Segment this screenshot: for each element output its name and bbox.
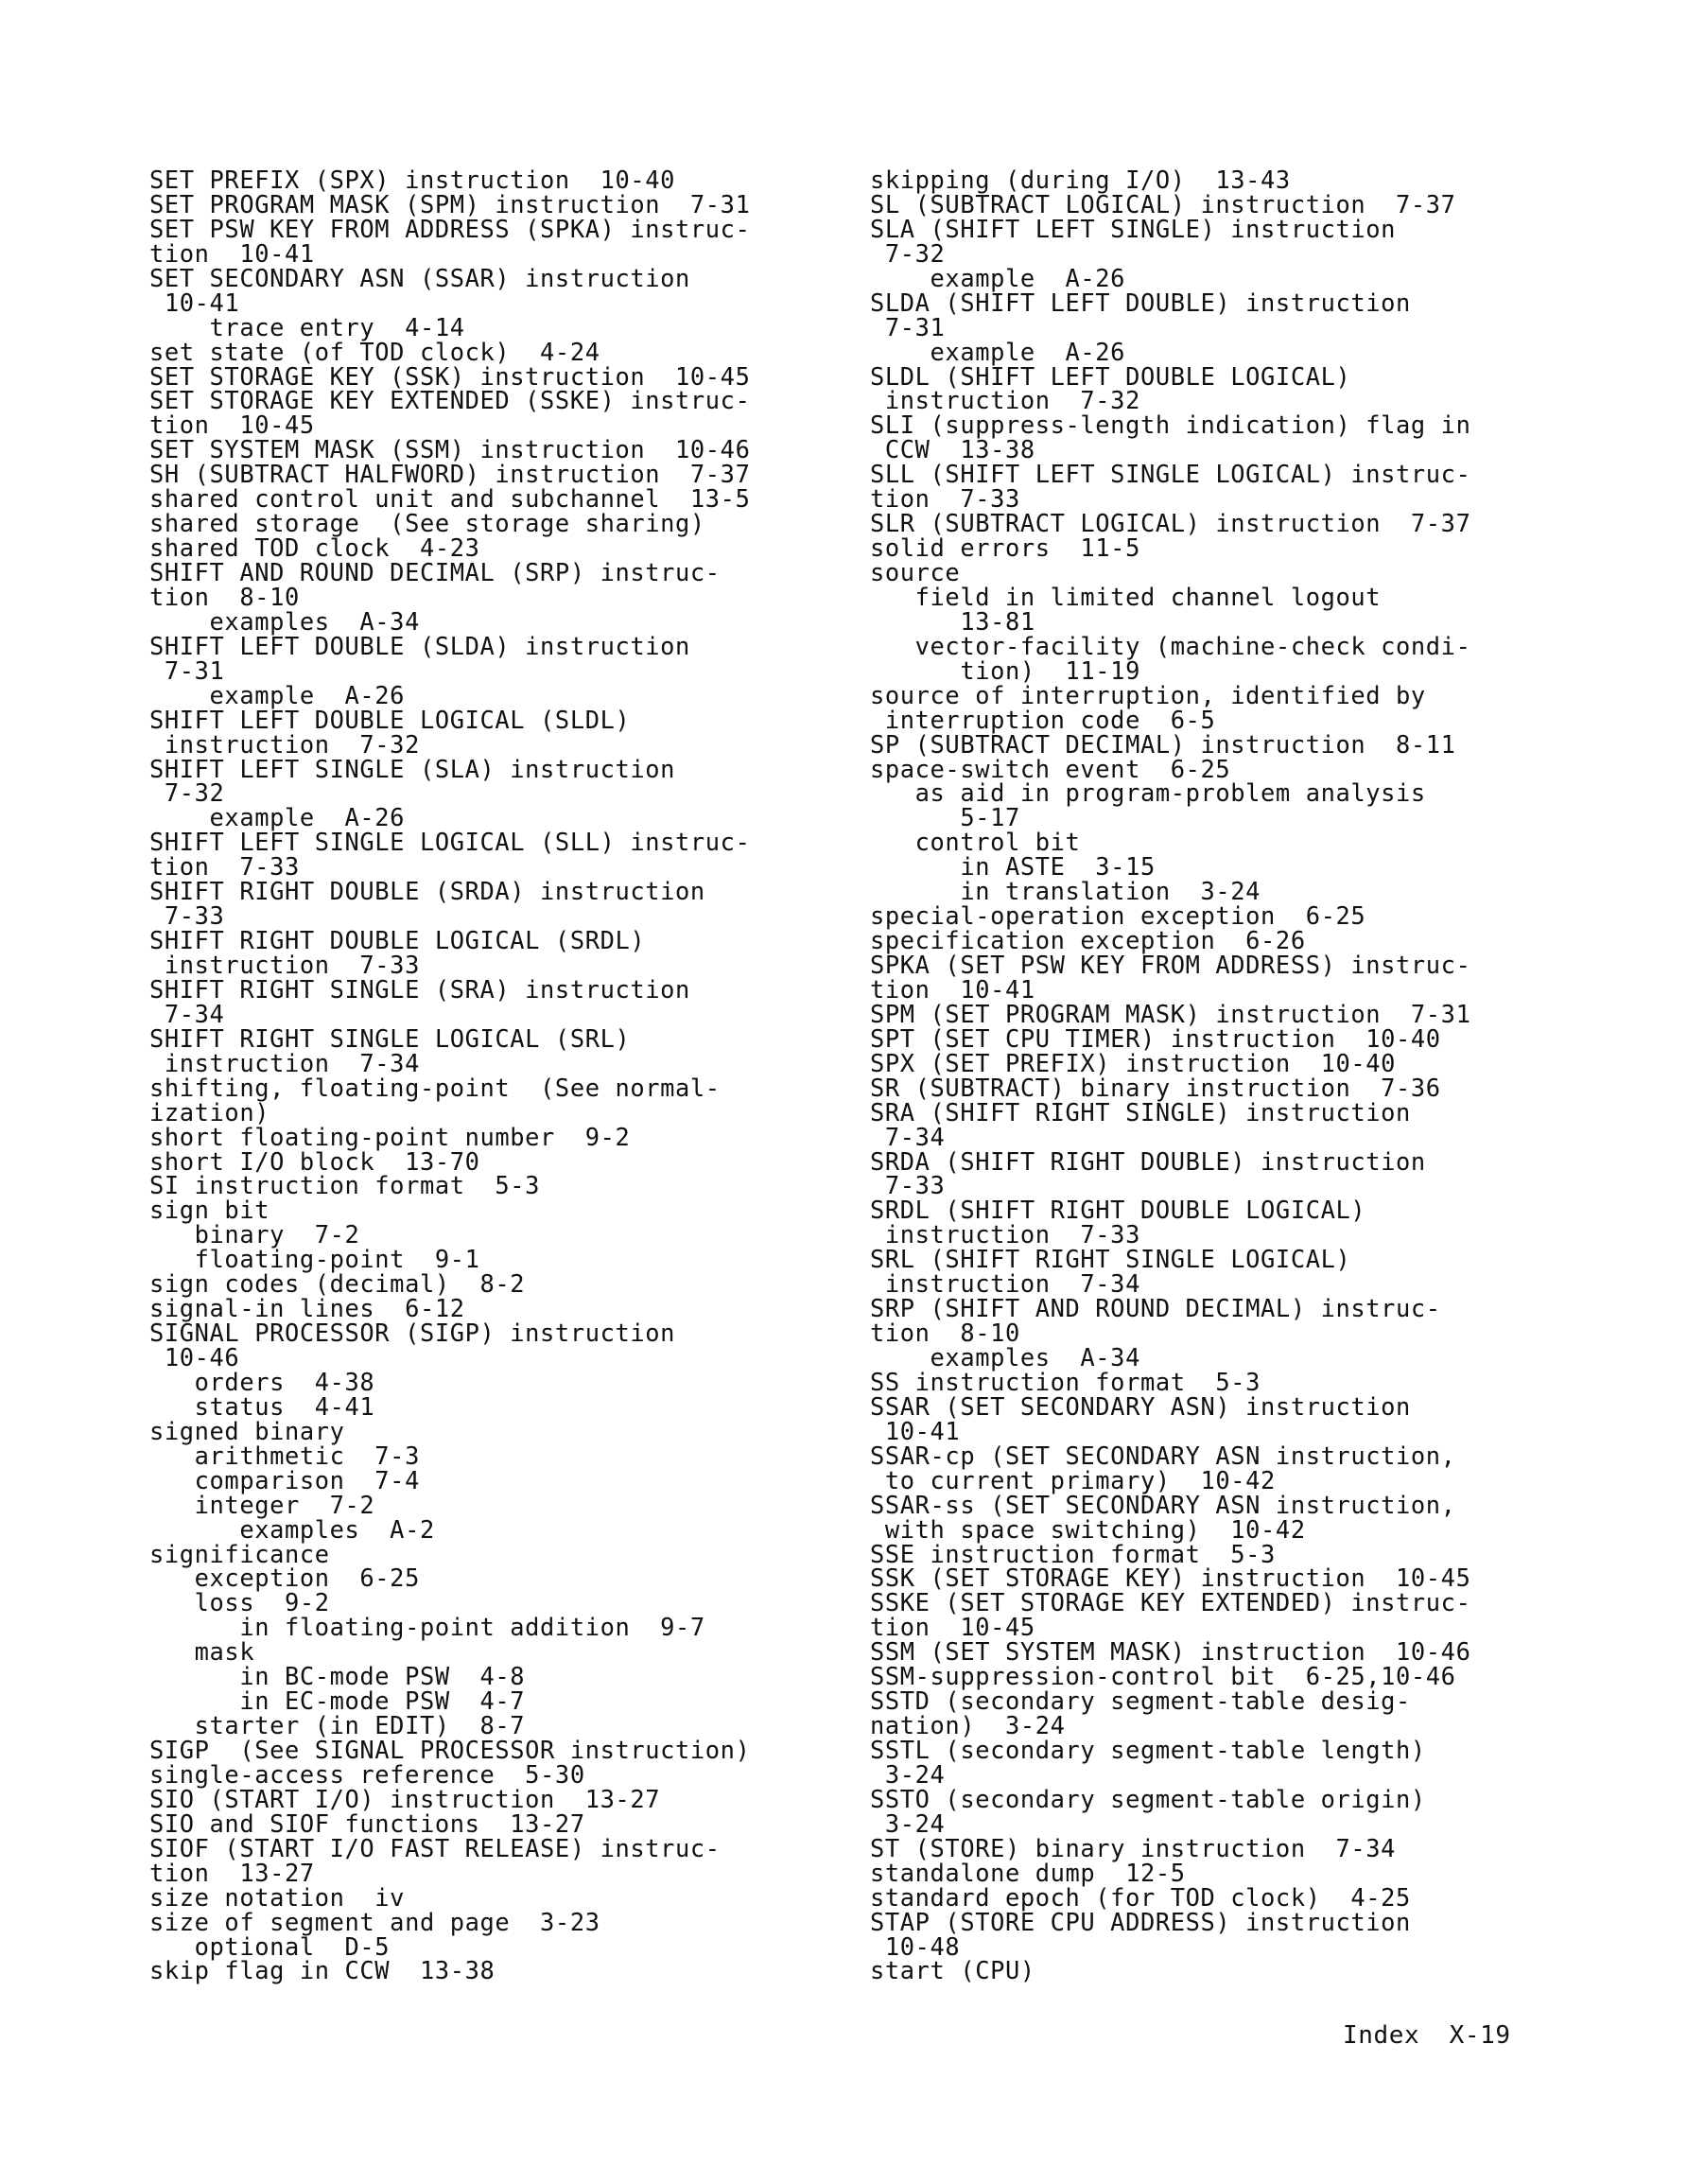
index-entry: SET PROGRAM MASK (SPM) instruction 7-31 xyxy=(149,189,751,218)
index-entry: specification exception 6-26 xyxy=(870,926,1306,955)
index-entry: SH (SUBTRACT HALFWORD) instruction 7-37 xyxy=(149,460,751,489)
index-entry: example A-26 xyxy=(870,263,1126,292)
index-entry: solid errors 11-5 xyxy=(870,533,1140,563)
index-entry: orders 4-38 xyxy=(149,1367,375,1396)
index-entry: SIGNAL PROCESSOR (SIGP) instruction xyxy=(149,1319,676,1348)
index-column-right xyxy=(870,168,1551,1983)
index-entry: skipping (during I/O) 13-43 xyxy=(870,166,1291,194)
index-entry: example A-26 xyxy=(870,337,1126,366)
index-entry: comparison 7-4 xyxy=(149,1465,420,1494)
index-entry: SSTO (secondary segment-table origin) xyxy=(870,1784,1426,1813)
index-entry: SPKA (SET PSW KEY FROM ADDRESS) instruc- xyxy=(870,951,1471,979)
index-entry: tion 10-45 xyxy=(870,1613,1035,1642)
index-entry: SHIFT RIGHT SINGLE (SRA) instruction xyxy=(149,974,690,1004)
index-entry: SS instruction format 5-3 xyxy=(870,1367,1261,1396)
index-entry: in translation 3-24 xyxy=(870,877,1261,906)
index-entry: SHIFT AND ROUND DECIMAL (SRP) instruc- xyxy=(149,558,721,586)
index-entry: mask xyxy=(149,1637,255,1667)
index-entry: shared storage (See storage sharing) xyxy=(149,509,705,538)
index-entry: in EC-mode PSW 4-7 xyxy=(149,1686,526,1716)
index-entry: 7-31 xyxy=(870,312,946,341)
index-entry: SI instruction format 5-3 xyxy=(149,1171,541,1200)
index-entry: SPT (SET CPU TIMER) instruction 10-40 xyxy=(870,1023,1441,1053)
index-entry: CCW 13-38 xyxy=(870,435,1035,464)
index-entry: SHIFT LEFT SINGLE LOGICAL (SLL) instruc- xyxy=(149,828,751,857)
index-entry: SLDL (SHIFT LEFT DOUBLE LOGICAL) xyxy=(870,361,1351,391)
index-entry: SSAR-cp (SET SECONDARY ASN instruction, xyxy=(870,1441,1456,1470)
index-entry: example A-26 xyxy=(149,680,406,709)
index-entry: instruction 7-33 xyxy=(149,951,420,979)
index-entry: optional D-5 xyxy=(149,1931,391,1961)
index-entry: size of segment and page 3-23 xyxy=(149,1907,600,1936)
index-entry: SL (SUBTRACT LOGICAL) instruction 7-37 xyxy=(870,189,1456,218)
index-entry: SRL (SHIFT RIGHT SINGLE LOGICAL) xyxy=(870,1245,1351,1274)
index-entry: 7-33 xyxy=(149,901,225,931)
index-entry: SPM (SET PROGRAM MASK) instruction 7-31 xyxy=(870,999,1471,1028)
index-entry: control bit xyxy=(870,828,1081,857)
index-entry: SR (SUBTRACT) binary instruction 7-36 xyxy=(870,1073,1441,1102)
index-entry: SSAR-ss (SET SECONDARY ASN instruction, xyxy=(870,1490,1456,1519)
index-entry: signed binary xyxy=(149,1416,345,1445)
index-entry: SLL (SHIFT LEFT SINGLE LOGICAL) instruc- xyxy=(870,460,1471,489)
index-entry: SSK (SET STORAGE KEY) instruction 10-45 xyxy=(870,1564,1471,1593)
index-entry: 7-32 xyxy=(870,238,946,268)
index-entry: SIO and SIOF functions 13-27 xyxy=(149,1808,585,1838)
index-entry: 10-41 xyxy=(870,1416,961,1445)
index-entry: instruction 7-32 xyxy=(870,386,1140,415)
index-entry: SLDA (SHIFT LEFT DOUBLE) instruction xyxy=(870,288,1411,317)
index-entry: standalone dump 12-5 xyxy=(870,1858,1186,1887)
index-entry: SHIFT LEFT SINGLE (SLA) instruction xyxy=(149,754,676,783)
index-entry: exception 6-25 xyxy=(149,1564,420,1593)
index-entry: trace entry 4-14 xyxy=(149,312,465,341)
index-entry: SET SYSTEM MASK (SSM) instruction 10-46 xyxy=(149,435,751,464)
index-entry: 10-41 xyxy=(149,288,240,317)
footer-page-number: X-19 xyxy=(1449,2021,1511,2050)
index-entry: SET SECONDARY ASN (SSAR) instruction xyxy=(149,263,690,292)
index-entry: tion 7-33 xyxy=(870,484,1020,514)
index-entry: SHIFT RIGHT DOUBLE LOGICAL (SRDL) xyxy=(149,926,646,955)
index-entry: 7-32 xyxy=(149,778,225,808)
index-entry: to current primary) 10-42 xyxy=(870,1465,1276,1494)
index-entry: SET PREFIX (SPX) instruction 10-40 xyxy=(149,166,676,194)
index-entry: tion 8-10 xyxy=(870,1319,1020,1348)
index-entry: instruction 7-34 xyxy=(149,1048,420,1077)
index-entry: SSKE (SET STORAGE KEY EXTENDED) instruc- xyxy=(870,1588,1471,1617)
index-entry: tion 13-27 xyxy=(149,1858,315,1887)
index-entry: SHIFT RIGHT DOUBLE (SRDA) instruction xyxy=(149,877,705,906)
index-entry: nation) 3-24 xyxy=(870,1711,1066,1740)
index-entry: floating-point 9-1 xyxy=(149,1245,480,1274)
index-entry: SRDA (SHIFT RIGHT DOUBLE) instruction xyxy=(870,1146,1426,1176)
index-entry: SHIFT LEFT DOUBLE (SLDA) instruction xyxy=(149,631,690,660)
index-entry: source of interruption, identified by xyxy=(870,680,1426,709)
index-entry: status 4-41 xyxy=(149,1391,375,1421)
index-entry: sign bit xyxy=(149,1196,270,1225)
index-entry: with space switching) 10-42 xyxy=(870,1514,1306,1544)
index-entry: single-access reference 5-30 xyxy=(149,1759,585,1789)
index-entry: tion) 11-19 xyxy=(870,655,1140,685)
index-entry: 13-81 xyxy=(870,606,1035,636)
index-entry: SPX (SET PREFIX) instruction 10-40 xyxy=(870,1048,1397,1077)
index-entry: 10-48 xyxy=(870,1931,961,1961)
index-entry: standard epoch (for TOD clock) 4-25 xyxy=(870,1882,1411,1912)
index-entry: SRDL (SHIFT RIGHT DOUBLE LOGICAL) xyxy=(870,1196,1366,1225)
index-entry: tion 10-45 xyxy=(149,411,315,440)
index-entry: SSE instruction format 5-3 xyxy=(870,1539,1276,1568)
index-entry: 10-46 xyxy=(149,1343,240,1372)
index-entry: loss 9-2 xyxy=(149,1588,330,1617)
index-entry: STAP (STORE CPU ADDRESS) instruction xyxy=(870,1907,1411,1936)
index-entry: instruction 7-32 xyxy=(149,729,420,759)
index-entry: SP (SUBTRACT DECIMAL) instruction 8-11 xyxy=(870,729,1456,759)
index-entry: 3-24 xyxy=(870,1808,946,1838)
index-entry: tion 7-33 xyxy=(149,852,300,882)
index-entry: in BC-mode PSW 4-8 xyxy=(149,1662,526,1691)
index-entry: binary 7-2 xyxy=(149,1220,360,1249)
index-entry: examples A-2 xyxy=(149,1514,435,1544)
index-entry: vector-facility (machine-check condi- xyxy=(870,631,1471,660)
index-entry: 5-17 xyxy=(870,803,1020,832)
index-entry: space-switch event 6-25 xyxy=(870,754,1231,783)
index-entry: SIOF (START I/O FAST RELEASE) instruc- xyxy=(149,1833,721,1862)
index-entry: start (CPU) xyxy=(870,1956,1035,1985)
index-entry: example A-26 xyxy=(149,803,406,832)
index-entry: 7-31 xyxy=(149,655,225,685)
index-entry: SSTL (secondary segment-table length) xyxy=(870,1736,1426,1764)
index-entry: in floating-point addition 9-7 xyxy=(149,1613,705,1642)
index-entry: SSTD (secondary segment-table desig- xyxy=(870,1686,1411,1716)
index-entry: SIGP (See SIGNAL PROCESSOR instruction) xyxy=(149,1736,751,1764)
index-entry: 7-34 xyxy=(870,1122,946,1151)
index-entry: short I/O block 13-70 xyxy=(149,1146,480,1176)
index-entry: SLA (SHIFT LEFT SINGLE) instruction xyxy=(870,214,1397,243)
index-entry: signal-in lines 6-12 xyxy=(149,1294,465,1323)
index-entry: SSAR (SET SECONDARY ASN) instruction xyxy=(870,1391,1411,1421)
index-entry: SRP (SHIFT AND ROUND DECIMAL) instruc- xyxy=(870,1294,1441,1323)
index-entry: interruption code 6-5 xyxy=(870,705,1216,734)
index-entry: sign codes (decimal) 8-2 xyxy=(149,1269,526,1299)
index-entry: size notation iv xyxy=(149,1882,406,1912)
index-entry: integer 7-2 xyxy=(149,1490,375,1519)
index-entry: SSM-suppression-control bit 6-25,10-46 xyxy=(870,1662,1456,1691)
index-entry: SET PSW KEY FROM ADDRESS (SPKA) instruc- xyxy=(149,214,751,243)
index-entry: field in limited channel logout xyxy=(870,582,1382,611)
index-entry: SIO (START I/O) instruction 13-27 xyxy=(149,1784,661,1813)
index-entry: 7-34 xyxy=(149,999,225,1028)
index-entry: tion 8-10 xyxy=(149,582,300,611)
index-entry: SHIFT LEFT DOUBLE LOGICAL (SLDL) xyxy=(149,705,631,734)
index-entry: tion 10-41 xyxy=(149,238,315,268)
index-entry: as aid in program-problem analysis xyxy=(870,778,1426,808)
page-footer xyxy=(1343,2022,1551,2049)
index-entry: shared TOD clock 4-23 xyxy=(149,533,480,563)
index-entry: arithmetic 7-3 xyxy=(149,1441,420,1470)
index-entry: SSM (SET SYSTEM MASK) instruction 10-46 xyxy=(870,1637,1471,1667)
index-entry: source xyxy=(870,558,961,586)
index-entry: skip flag in CCW 13-38 xyxy=(149,1956,496,1985)
index-entry: instruction 7-33 xyxy=(870,1220,1140,1249)
index-entry: SLR (SUBTRACT LOGICAL) instruction 7-37 xyxy=(870,509,1471,538)
index-entry: examples A-34 xyxy=(870,1343,1140,1372)
index-column-left xyxy=(149,168,830,1983)
index-entry: SET STORAGE KEY EXTENDED (SSKE) instruc- xyxy=(149,386,751,415)
index-entry: ization) xyxy=(149,1097,270,1127)
index-entry: tion 10-41 xyxy=(870,974,1035,1004)
index-entry: 3-24 xyxy=(870,1759,946,1789)
index-entry: in ASTE 3-15 xyxy=(870,852,1156,882)
index-entry: examples A-34 xyxy=(149,606,420,636)
index-entry: set state (of TOD clock) 4-24 xyxy=(149,337,600,366)
index-entry: SLI (suppress-length indication) flag in xyxy=(870,411,1471,440)
index-entry: instruction 7-34 xyxy=(870,1269,1140,1299)
footer-label: Index xyxy=(1343,2021,1420,2050)
index-entry: shared control unit and subchannel 13-5 xyxy=(149,484,751,514)
index-entry: SET STORAGE KEY (SSK) instruction 10-45 xyxy=(149,361,751,391)
index-entry: special-operation exception 6-25 xyxy=(870,901,1366,931)
index-entry: ST (STORE) binary instruction 7-34 xyxy=(870,1833,1397,1862)
index-entry: 7-33 xyxy=(870,1171,946,1200)
index-entry: significance xyxy=(149,1539,330,1568)
index-entry: shifting, floating-point (See normal- xyxy=(149,1073,721,1102)
index-entry: SHIFT RIGHT SINGLE LOGICAL (SRL) xyxy=(149,1023,631,1053)
index-entry: short floating-point number 9-2 xyxy=(149,1122,631,1151)
index-entry: SRA (SHIFT RIGHT SINGLE) instruction xyxy=(870,1097,1411,1127)
index-entry: starter (in EDIT) 8-7 xyxy=(149,1711,526,1740)
